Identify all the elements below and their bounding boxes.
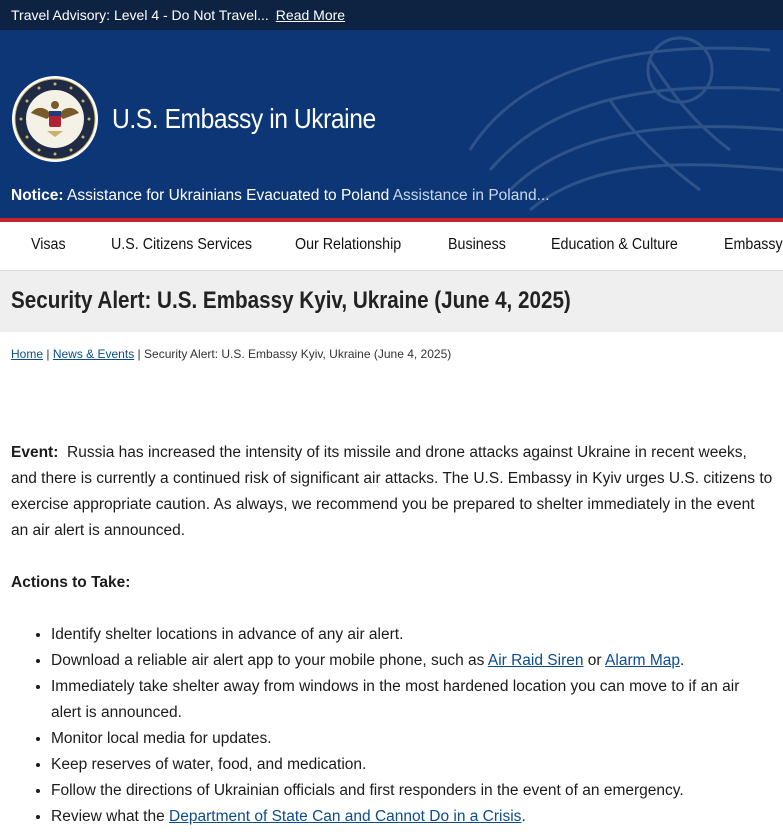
nav-item-embassy[interactable]: Embassy [724, 236, 783, 253]
list-item: • Review what the Department of State Can and Cannot Do in a Crisis. [51, 804, 773, 830]
nav-item-business[interactable]: Business [448, 236, 506, 253]
nav-item-us-citizens-services[interactable]: U.S. Citizens Services [111, 236, 253, 253]
page-title-band [0, 271, 783, 332]
list-item: • Monitor local media for updates. [51, 726, 773, 752]
department-of-state-seal-icon[interactable] [11, 75, 99, 163]
breadcrumb-home[interactable]: Home [11, 347, 44, 361]
nav-item-visas[interactable]: Visas [31, 236, 66, 253]
site-title[interactable]: U.S. Embassy in Ukraine [112, 103, 376, 134]
travel-advisory-text: Travel Advisory: Level 4 - Do Not Travel... [11, 7, 269, 23]
actions-heading: Actions to Take: [11, 574, 131, 591]
event-text: Russia has increased the intensity of its missile and drone attacks against Ukraine in recent weeks, and there is currently a continued risk of significant air attacks. The U.S. Embassy in Kyiv urges U.S. citizens to exercise appropriate caution. As always, we recommend you be prepared to shelter immediately in the event an air alert is announced. [11, 444, 773, 539]
page-title: Security Alert: U.S. Embassy Kyiv, Ukraine (June 4, 2025) [11, 287, 571, 314]
main-navigation [0, 222, 783, 271]
article-body [11, 440, 773, 830]
list-item: • Download a reliable air alert app to your mobile phone, such as Air Raid Siren or Alarm Map. [51, 648, 773, 674]
travel-advisory-bar [0, 0, 783, 30]
breadcrumb-news-events[interactable]: News & Events [52, 347, 135, 361]
notice-more-link[interactable]: Assistance in Poland... [392, 187, 550, 204]
actions-list [11, 622, 773, 830]
alarm-map-link[interactable]: Alarm Map [605, 652, 680, 669]
breadcrumb-separator: | [137, 347, 141, 361]
read-more-link[interactable]: Read More [275, 7, 346, 23]
department-of-state-crisis-link[interactable]: Department of State Can and Cannot Do in a Crisis [169, 808, 522, 825]
nav-item-education-culture[interactable]: Education & Culture [551, 236, 678, 253]
air-raid-siren-link[interactable]: Air Raid Siren [487, 652, 584, 669]
breadcrumb-current: Security Alert: U.S. Embassy Kyiv, Ukraine (June 4, 2025) [144, 347, 452, 361]
event-paragraph [11, 440, 773, 544]
list-item: • Identify shelter locations in advance of any air alert. [51, 622, 773, 648]
site-header [0, 30, 783, 218]
list-item: • Follow the directions of Ukrainian officials and first responders in the event of an emergency. [51, 778, 773, 804]
list-item: • Keep reserves of water, food, and medication. [51, 752, 773, 778]
event-label: Event: [11, 444, 59, 461]
notice-banner[interactable] [11, 187, 550, 205]
notice-text: Assistance for Ukrainians Evacuated to Poland [67, 187, 390, 204]
nav-item-our-relationship[interactable]: Our Relationship [295, 236, 402, 253]
list-item: • Immediately take shelter away from windows in the most hardened location you can move to if an air alert is announced. [51, 674, 773, 726]
notice-label: Notice: [11, 187, 64, 204]
breadcrumb-separator: | [46, 347, 50, 361]
breadcrumb [11, 347, 451, 361]
